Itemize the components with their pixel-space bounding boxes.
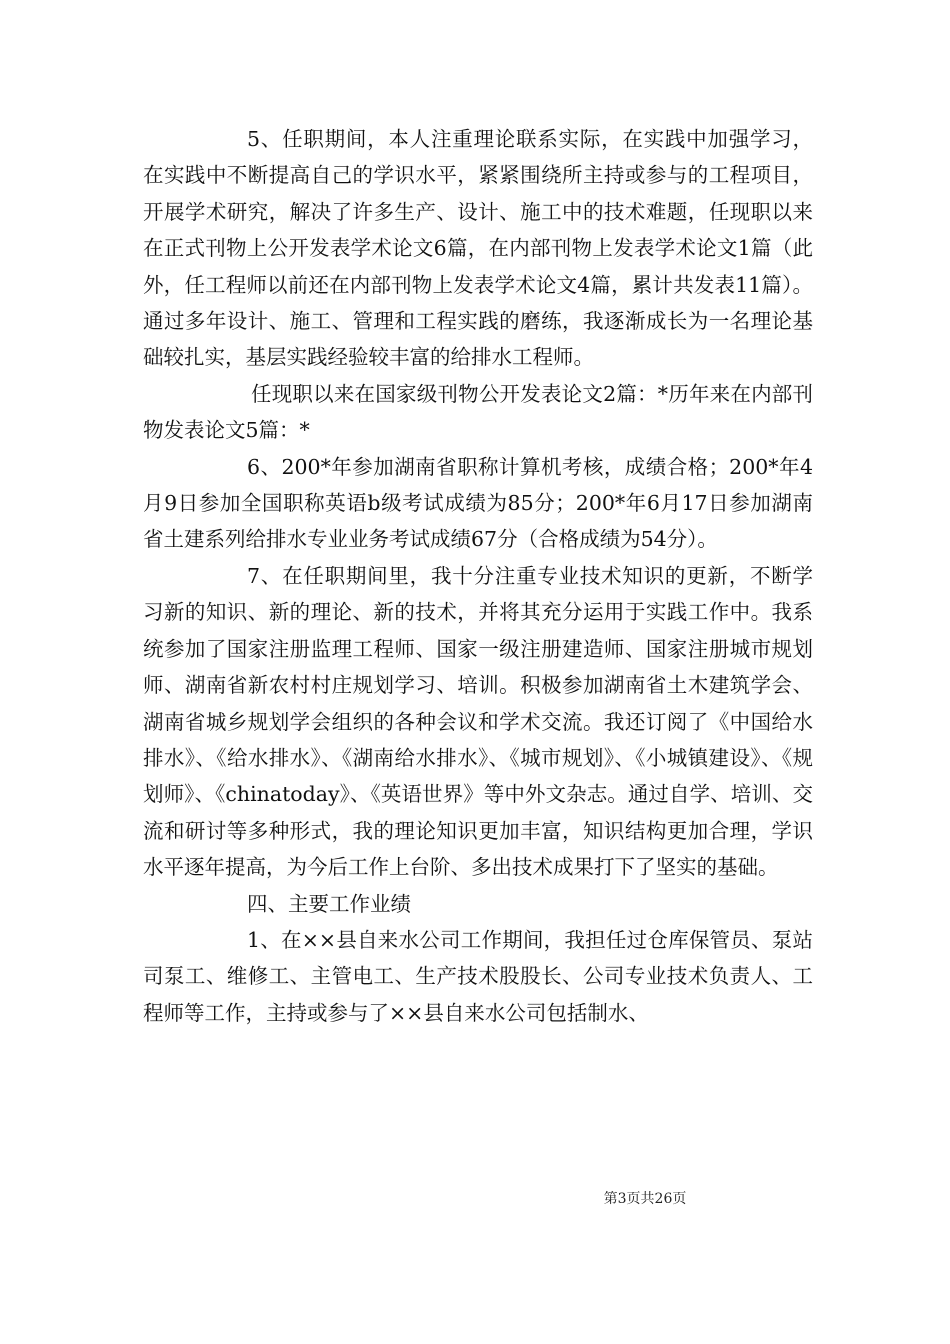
section-heading-main-achievements: 四、主要工作业绩 [247, 891, 411, 916]
paragraph-papers-note: 任现职以来在国家级刊物公开发表论文2篇：*历年来在内部刊物发表论文5篇：* [143, 381, 813, 443]
paragraph-item-6: 6、200*年参加湖南省职称计算机考核，成绩合格；200*年4月9日参加全国职称英语b级考试成绩为85分；200*年6月17日参加湖南省土建系列给排水专业业务考试成绩67分（合格成绩为54分）。 [143, 454, 813, 552]
page-number-footer: 第3页共26页 [603, 1191, 687, 1207]
paragraph-achievement-1: 1、在××县自来水公司工作期间，我担任过仓库保管员、泵站司泵工、维修工、主管电工、生产技术股股长、公司专业技术负责人、工程师等工作，主持或参与了××县自来水公司包括制水、 [143, 927, 813, 1025]
paragraph-item-7: 7、在任职期间里，我十分注重专业技术知识的更新，不断学习新的知识、新的理论、新的技术，并将其充分运用于实践工作中。我系统参加了国家注册监理工程师、国家一级注册建造师、国家注册城市规划师、湖南省新农村村庄规划学习、培训。积极参加湖南省土木建筑学会、湖南省城乡规划学会组织的各种会议和学术交流。我还订阅了《中国给水排水》、《给水排水》、《湖南给水排水》、《城市规划》、《小城镇建设》、《规划师》、《chinatoday》、《英语世界》等中外文杂志。通过自学、培训、交流和研讨等多种形式，我的理论知识更加丰富，知识结构更加合理，学识水平逐年提高，为今后工作上台阶、多出技术成果打下了坚实的基础。 [143, 563, 813, 880]
paragraph-item-5: 5、任职期间，本人注重理论联系实际，在实践中加强学习，在实践中不断提高自己的学识水平，紧紧围绕所主持或参与的工程项目，开展学术研究，解决了许多生产、设计、施工中的技术难题，任现职以来在正式刊物上公开发表学术论文6篇，在内部刊物上发表学术论文1篇（此外，任工程师以前还在内部刊物上发表学术论文4篇，累计共发表11篇）。通过多年设计、施工、管理和工程实践的磨练，我逐渐成长为一名理论基础较扎实，基层实践经验较丰富的给排水工程师。 [143, 127, 813, 370]
document-body [143, 121, 813, 1031]
